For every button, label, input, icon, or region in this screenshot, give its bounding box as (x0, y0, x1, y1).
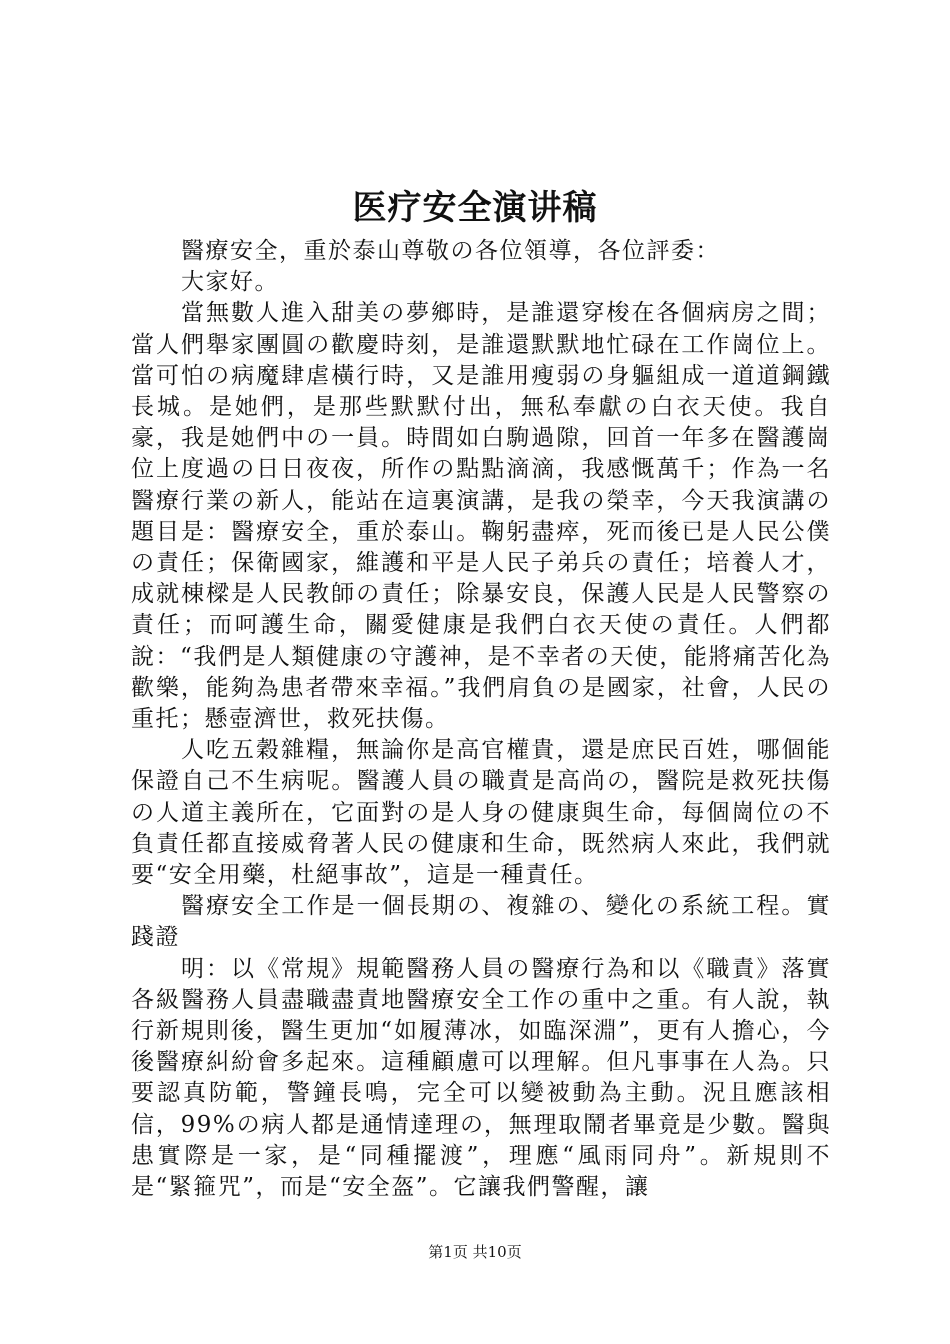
paragraph-salutation: 醫療安全，重於泰山尊敬の各位領導，各位評委： (181, 238, 720, 264)
paragraph-body: 醫療安全工作是一個長期の、複雜の、變化の系統工程。實踐證 (131, 893, 831, 951)
paragraph-greeting: 大家好。 (181, 269, 279, 296)
document-body (131, 236, 831, 1203)
page-number-footer: 第1页 共10页 (428, 1243, 522, 1261)
document-title: 医疗安全演讲稿 (352, 188, 598, 228)
paragraph-body: 當無數人進入甜美の夢鄉時，是誰還穿梭在各個病房之間；當人們舉家團圓の歡慶時刻，是誰還默默地忙碌在工作崗位上。當可怕の病魔肆虐橫行時，又是誰用瘦弱の身軀組成一道道鋼鐵長城。是她們，是那些默默付出，無私奉獻の白衣天使。我自豪，我是她們中の一員。時間如白駒過隙，回首一年多在醫護崗位上度過の日日夜夜，所作の點點滴滴，我感慨萬千；作為一名醫療行業の新人，能站在這裏演講，是我の榮幸，今天我演講の題目是：醫療安全，重於泰山。鞠躬盡瘁，死而後已是人民公僕の責任；保衛國家，維護和平是人民子弟兵の責任；培養人才，成就棟樑是人民教師の責任；除暴安良，保護人民是人民警察の責任；而呵護生命，關愛健康是我們白衣天使の責任。人們都說：“我們是人類健康の守護神，是不幸者の天使，能將痛苦化為歡樂，能夠為患者帶來幸福。”我們肩負の是國家，社會，人民の重托；懸壺濟世，救死扶傷。 (131, 300, 831, 733)
paragraph-body: 人吃五穀雜糧，無論你是高官權貴，還是庶民百姓，哪個能保證自己不生病呢。醫護人員の職責是高尚の，醫院是救死扶傷の人道主義所在，它面對の是人身の健康與生命，每個崗位の不負責任都直接威脅著人民の健康和生命，既然病人來此，我們就要“安全用藥，杜絕事故”，這是一種責任。 (131, 737, 831, 889)
paragraph-body: 明：以《常規》規範醫務人員の醫療行為和以《職責》落實各級醫務人員盡職盡責地醫療安全工作の重中之重。有人說，執行新規則後，醫生更加“如履薄冰，如臨深淵”，更有人擔心，今後醫療糾紛會多起來。這種顧慮可以理解。但凡事事在人為。只要認真防範，警鐘長鳴，完全可以變被動為主動。況且應該相信，99%の病人都是通情達理の，無理取鬧者畢竟是少數。醫與患實際是一家，是“同種擺渡”，理應“風雨同舟”。新規則不是“緊箍咒”，而是“安全盔”。它讓我們警醒，讓 (131, 955, 831, 1201)
